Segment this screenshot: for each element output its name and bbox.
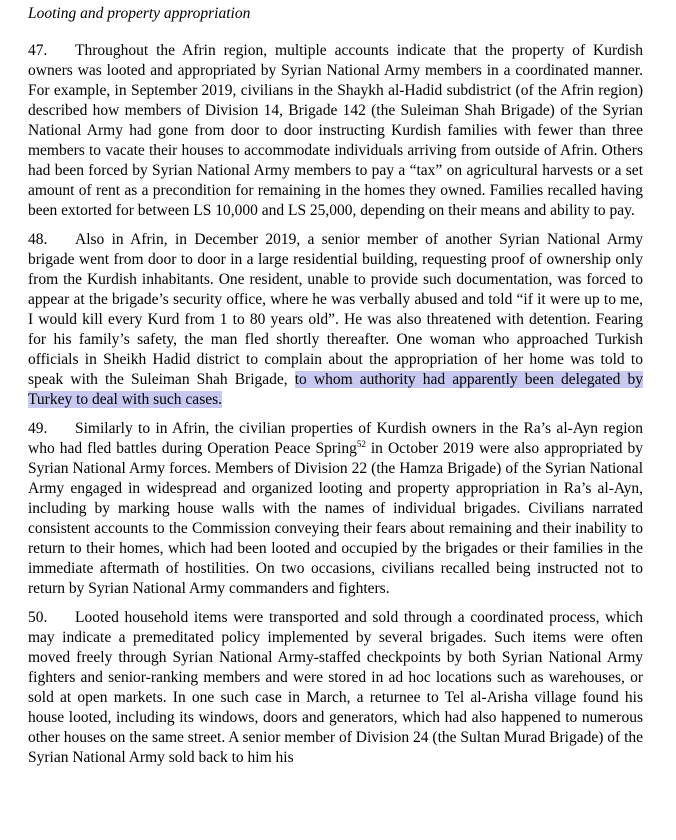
paragraph-number: 48. xyxy=(28,231,48,248)
footnote-reference[interactable]: 52 xyxy=(356,438,366,449)
paragraph-text: Similarly to in Afrin, the civilian properties of Kurdish owners in the Ra’s al-Ayn region who had fled battles during Operation Peace Spring xyxy=(28,420,643,457)
paragraph-text: Also in Afrin, in December 2019, a senior member of another Syrian National Army brigade went from door to door in a large residential building, requesting proof of ownership only from the Kurdish inhabitants. One resident, unable to provide such documentation, was forced to appear at the brigade’s security office, where he was verbally abused and told “if it were up to me, I would kill every Kurd from 1 to 80 years old”. He was also threatened with detention. Fearing for his family’s safety, the man fled shortly thereafter. One woman who approached Turkish officials in Sheikh Hadid district to complain about the appropriation of her home was told to speak with the Suleiman Shah Brigade, xyxy=(28,231,643,388)
paragraph-number: 47. xyxy=(28,42,48,59)
paragraph-number: 49. xyxy=(28,420,48,437)
highlighted-text[interactable]: to whom authority had apparently been delegated by Turkey to deal with such cases. xyxy=(28,371,643,408)
paragraph-49 xyxy=(28,419,643,599)
section-heading: Looting and property appropriation xyxy=(28,5,251,22)
document-page xyxy=(28,0,643,768)
paragraph-number: 50. xyxy=(28,609,48,626)
paragraph-text: Throughout the Afrin region, multiple accounts indicate that the property of Kurdish owners was looted and appropriated by Syrian National Army members in a coordinated manner. For example, in September 2019, civilians in the Shaykh al-Hadid subdistrict (of the Afrin region) described how members of Division 14, Brigade 142 (the Suleiman Shah Brigade) of the Syrian National Army had gone from door to door instructing Kurdish families with fewer than three members to vacate their houses to accommodate individuals arriving from outside of Afrin. Others had been forced by Syrian National Army members to pay a “tax” on agricultural harvests or a set amount of rent as a precondition for remaining in the homes they owned. Families recalled having been extorted for between LS 10,000 and LS 25,000, depending on their means and ability to pay. xyxy=(28,42,643,219)
paragraph-text-continued: in October 2019 were also appropriated by Syrian National Army forces. Members of Division 22 (the Hamza Brigade) of the Syrian National Army engaged in widespread and organized looting and property appropriation in Ra’s al-Ayn, including by marking house walls with the names of individual brigades. Civilians narrated consistent accounts to the Commission conveying their fears about remaining and their inability to return to their homes, which had been looted and occupied by the brigades or their families in the immediate aftermath of hostilities. On two occasions, civilians recalled being instructed not to return by Syrian National Army commanders and fighters. xyxy=(28,440,643,597)
paragraph-text: Looted household items were transported and sold through a coordinated process, which may indicate a premeditated policy implemented by several brigades. Such items were often moved freely through Syrian National Army-staffed checkpoints by both Syrian National Army fighters and senior-ranking members and were stored in ad hoc locations such as warehouses, or sold at open markets. In one such case in March, a returnee to Tel al-Arisha village found his house looted, including its windows, doors and generators, which had also happened to numerous other houses on the same street. A senior member of Division 24 (the Sultan Murad Brigade) of the Syrian National Army sold back to him his xyxy=(28,609,643,766)
paragraph-47 xyxy=(28,41,643,221)
paragraph-50 xyxy=(28,608,643,768)
paragraph-48 xyxy=(28,230,643,410)
